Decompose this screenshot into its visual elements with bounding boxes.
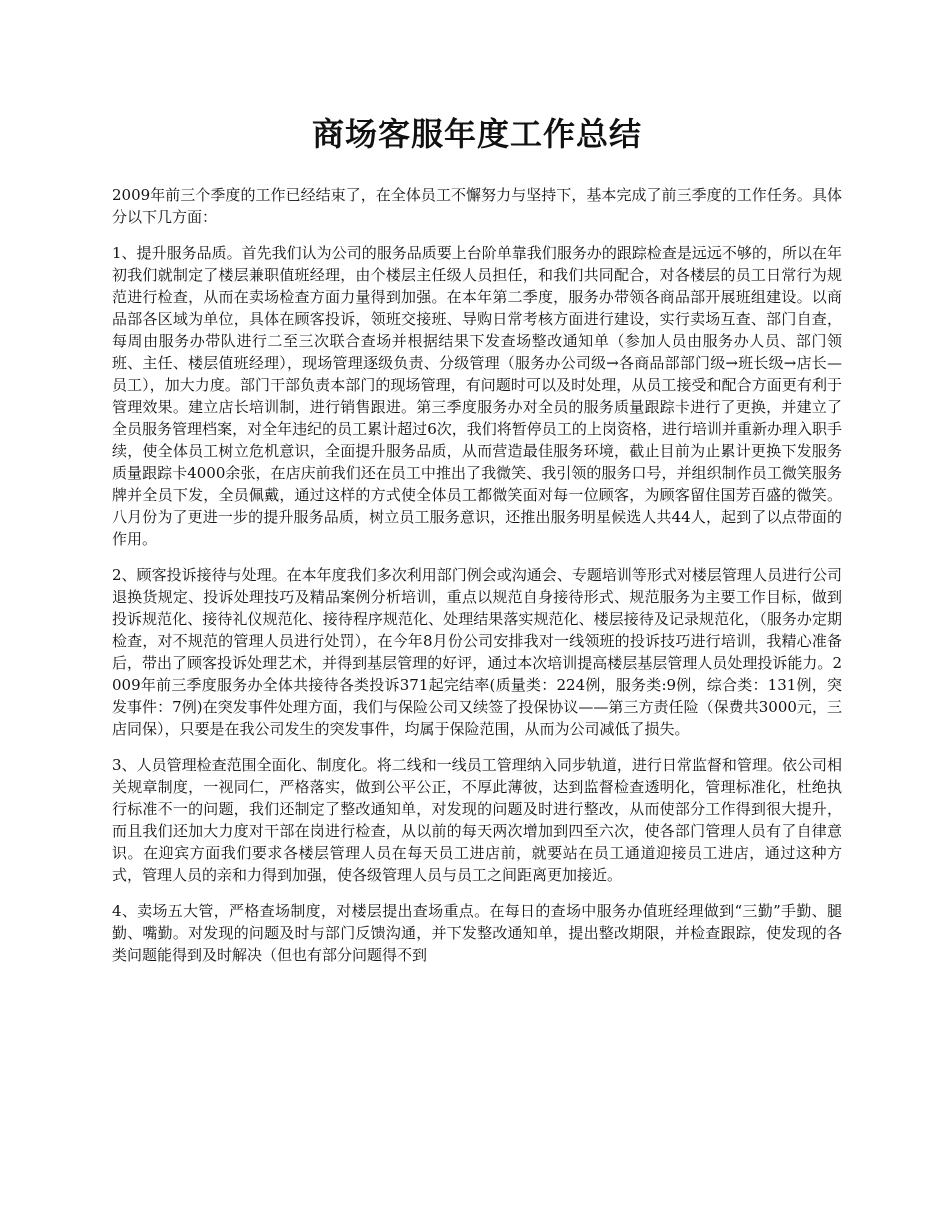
document-title: 商场客服年度工作总结	[311, 115, 642, 153]
intro-paragraph: 2009年前三个季度的工作已经结束了，在全体员工不懈努力与坚持下，基本完成了前三季度的工作任务。具体分以下几方面：	[112, 186, 842, 226]
section-2-paragraph: 2、顾客投诉接待与处理。在本年度我们多次利用部门例会或沟通会、专题培训等形式对楼层管理人员进行公司退换货规定、投诉处理技巧及精品案例分析培训，重点以规范自身接待形式、规范服务为主要工作目标，做到投诉规范化、接待礼仪规范化、接待程序规范化、处理结果落实规范化、楼层接待及记录规范化，（服务办定期检查，对不规范的管理人员进行处罚），在今年8月份公司安排我对一线领班的投诉技巧进行培训，我精心准备后，带出了顾客投诉处理艺术，并得到基层管理的好评，通过本次培训提高楼层基层管理人员处理投诉能力。2009年前三季度服务办全体共接待各类投诉371起完结率(质量类：224例，服务类:9例，综合类：131例，突发事件：7例)在突发事件处理方面，我们与保险公司又续签了投保协议——第三方责任险（保费共3000元，三店同保），只要是在我公司发生的突发事件，均属于保险范围，从而为公司减低了损失。	[112, 566, 842, 738]
section-1-paragraph: 1、提升服务品质。首先我们认为公司的服务品质要上台阶单靠我们服务办的跟踪检查是远远不够的，所以在年初我们就制定了楼层兼职值班经理，由个楼层主任级人员担任，和我们共同配合，对各楼层的员工日常行为规范进行检查，从而在卖场检查方面力量得到加强。在本年第二季度，服务办带领各商品部开展班组建设。以商品部各区域为单位，具体在顾客投诉，领班交接班、导购日常考核方面进行建设，实行卖场互查、部门自查，每周由服务办带队进行二至三次联合查场并根据结果下发查场整改通知单（参加人员由服务办人员、部门领班、主任、楼层值班经理），现场管理逐级负责、分级管理（服务办公司级→各商品部部门级→班长级→店长—员工），加大力度。部门干部负责本部门的现场管理，有问题时可以及时处理，从员工接受和配合方面更有利于管理效果。建立店长培训制，进行销售跟进。第三季度服务办对全员的服务质量跟踪卡进行了更换，并建立了全员服务管理档案，对全年违纪的员工累计超过6次，我们将暂停员工的上岗资格，进行培训并重新办理入职手续，使全体员工树立危机意识，全面提升服务品质，从而营造最佳服务环境，截止目前为止累计更换下发服务质量跟踪卡4000余张，在店庆前我们还在员工中推出了我微笑、我引领的服务口号，并组织制作员工微笑服务牌并全员下发，全员佩戴，通过这样的方式使全体员工都微笑面对每一位顾客，为顾客留住国芳百盛的微笑。八月份为了更进一步的提升服务品质，树立员工服务意识，还推出服务明星候选人共44人，起到了以点带面的作用。	[112, 244, 842, 548]
section-4-paragraph: 4、卖场五大管，严格查场制度，对楼层提出查场重点。在每日的查场中服务办值班经理做到“三勤”手勤、腿勤、嘴勤。对发现的问题及时与部门反馈沟通，并下发整改通知单，提出整改期限，并检查跟踪，使发现的各类问题能得到及时解决（但也有部分问题得不到	[112, 902, 842, 964]
section-3-paragraph: 3、人员管理检查范围全面化、制度化。将二线和一线员工管理纳入同步轨道，进行日常监督和管理。依公司相关规章制度，一视同仁，严格落实，做到公平公正，不厚此薄彼，达到监督检查透明化，管理标准化，杜绝执行标准不一的问题，我们还制定了整改通知单，对发现的问题及时进行整改，从而使部分工作得到很大提升，而且我们还加大力度对干部在岗进行检查，从以前的每天两次增加到四至六次，使各部门管理人员有了自律意识。在迎宾方面我们要求各楼层管理人员在每天员工进店前，就要站在员工通道迎接员工进店，通过这种方式，管理人员的亲和力得到加强，使各级管理人员与员工之间距离更加接近。	[112, 756, 842, 884]
document-page	[112, 108, 842, 980]
